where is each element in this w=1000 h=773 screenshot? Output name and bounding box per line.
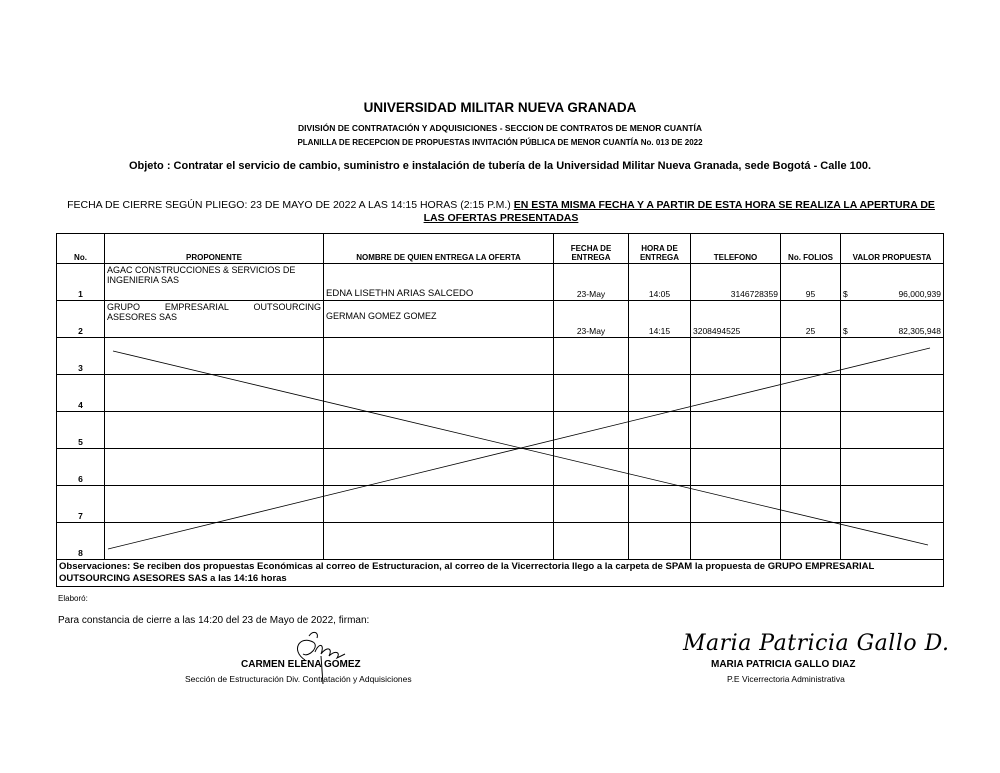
division-subtitle: DIVISIÓN DE CONTRATACIÓN Y ADQUISICIONES - SECCION DE CONTRATOS DE MENOR CUANTÍA [298,123,702,133]
valor-amount: 82,305,948 [898,326,941,336]
closing-statement [56,199,946,225]
header-proponente: PROPONENTE [105,234,324,264]
signature2-handwritten: Maria Patricia Gallo D. [683,631,950,656]
row-number: 8 [57,523,105,560]
proponente-cell: GRUPO EMPRESARIAL OUTSOURCING ASESORES SAS [105,301,324,338]
row-number: 4 [57,375,105,412]
valor-cell [841,301,944,338]
table-header-row [57,234,944,264]
row-number: 2 [57,301,105,338]
row-number: 3 [57,338,105,375]
header-fecha-line2: ENTREGA [571,253,611,262]
valor-amount: 96,000,939 [898,289,941,299]
table-row [57,264,944,301]
row-number: 5 [57,412,105,449]
hora-cell: 14:05 [629,264,691,301]
header-entrega-nombre: NOMBRE DE QUIEN ENTREGA LA OFERTA [324,234,554,264]
header-no: No. [57,234,105,264]
folios-cell: 95 [781,264,841,301]
closing-text: FECHA DE CIERRE SEGÚN PLIEGO: 23 DE MAYO DE 2022 A LAS 14:15 HORAS (2:15 P.M.) [67,199,514,211]
fecha-cell: 23-May [554,301,629,338]
table-row [57,449,944,486]
telefono-cell: 3146728359 [691,264,781,301]
header-folios: No. FOLIOS [781,234,841,264]
fecha-cell: 23-May [554,264,629,301]
currency-symbol: $ [843,326,848,336]
table-row [57,375,944,412]
signature2-role: P.E Vicerrectoria Administrativa [727,674,845,684]
proposals-table [56,233,944,587]
currency-symbol: $ [843,289,848,299]
telefono-cell: 3208494525 [691,301,781,338]
objeto-text: Objeto : Contratar el servicio de cambio, suministro e instalación de tubería de la Universidad Militar Nueva Granada, sede Bogotá - Calle 100. [128,160,872,172]
header-hora-line1: HORA DE [641,244,678,253]
entrega-cell: GERMAN GOMEZ GOMEZ [324,301,554,338]
header-hora-line2: ENTREGA [639,253,680,262]
entrega-cell: EDNA LISETHN ARIAS SALCEDO [324,264,554,301]
header-telefono: TELEFONO [691,234,781,264]
header-fecha [554,234,629,264]
table-row [57,301,944,338]
header-fecha-line1: FECHA DE [570,244,612,253]
table-row [57,523,944,560]
row-number: 7 [57,486,105,523]
table-row [57,412,944,449]
table-row [57,486,944,523]
valor-cell [841,264,944,301]
elaboro-label: Elaboró: [58,594,88,603]
institution-title: UNIVERSIDAD MILITAR NUEVA GRANADA [363,100,637,115]
signature1-role: Sección de Estructuración Div. Contratación y Adquisiciones [185,674,412,684]
hora-cell: 14:15 [629,301,691,338]
header-hora [629,234,691,264]
firman-statement: Para constancia de cierre a las 14:20 del 23 de Mayo de 2022, firman: [58,615,370,626]
row-number: 1 [57,264,105,301]
signature1-name: CARMEN ELENA GOMEZ [241,659,361,670]
closing-emphasis: EN ESTA MISMA FECHA Y A PARTIR DE ESTA HORA SE REALIZA LA APERTURA DE LAS OFERTAS PRESENTADAS [423,199,935,224]
planilla-subtitle: PLANILLA DE RECEPCION DE PROPUESTAS INVITACIÓN PÚBLICA DE MENOR CUANTÍA No. 013 DE 2022 [297,138,703,147]
table-row [57,338,944,375]
proponente-cell: AGAC CONSTRUCCIONES & SERVICIOS DE INGENIERIA SAS [105,264,324,301]
signature2-name: MARIA PATRICIA GALLO DIAZ [711,659,856,670]
observaciones-row [57,560,944,587]
observaciones-text: Observaciones: Se reciben dos propuestas Económicas al correo de Estructuracion, al correo de la Vicerrectoria llego a la carpeta de SPAM la propuesta de GRUPO EMPRESARIAL OUTSOURCING ASESORES SAS a las 14:16 horas [57,560,944,587]
folios-cell: 25 [781,301,841,338]
header-valor: VALOR PROPUESTA [841,234,944,264]
row-number: 6 [57,449,105,486]
